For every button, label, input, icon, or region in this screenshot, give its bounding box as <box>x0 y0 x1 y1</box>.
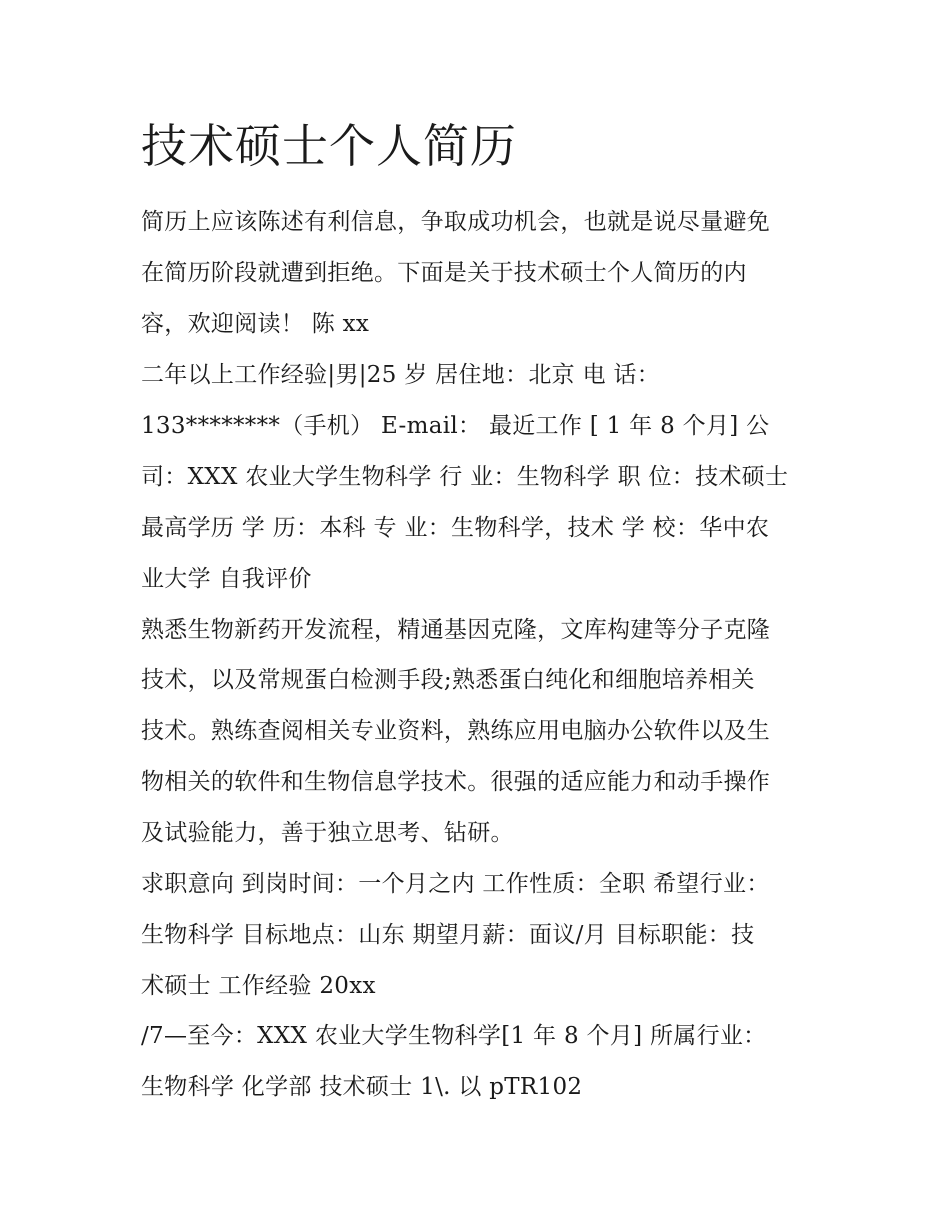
body-line-12: 物相关的软件和生物信息学技术。很强的适应能力和动手操作 <box>141 769 771 795</box>
body-line-2: 在简历阶段就遭到拒绝。下面是关于技术硕士个人简历的内 <box>141 260 747 286</box>
body-line-8: 业大学 自我评价 <box>141 566 312 592</box>
body-line-6: 司：XXX 农业大学生物科学 行 业：生物科学 职 位：技术硕士 <box>141 464 789 490</box>
body-line-7: 最高学历 学 历：本科 专 业：生物科学，技术 学 校：华中农 <box>141 515 770 541</box>
body-line-14: 求职意向 到岗时间：一个月之内 工作性质：全职 希望行业： <box>141 871 770 897</box>
body-line-13: 及试验能力，善于独立思考、钻研。 <box>141 820 514 846</box>
body-line-9: 熟悉生物新药开发流程，精通基因克隆，文库构建等分子克隆 <box>141 617 771 643</box>
body-line-4: 二年以上工作经验|男|25 岁 居住地：北京 电 话： <box>141 362 661 388</box>
body-line-5: 133********（手机） E-mail： 最近工作 [ 1 年 8 个月] 公 <box>141 413 770 439</box>
body-line-3: 容，欢迎阅读！ 陈 xx <box>141 311 370 337</box>
body-line-1: 简历上应该陈述有利信息，争取成功机会，也就是说尽量避免 <box>141 209 771 235</box>
body-line-17: /7—至今：XXX 农业大学生物科学[1 年 8 个月] 所属行业： <box>141 1023 767 1049</box>
document-title: 技术硕士个人简历 <box>141 119 517 173</box>
body-line-11: 技术。熟练查阅相关专业资料，熟练应用电脑办公软件以及生 <box>141 718 771 744</box>
body-line-18: 生物科学 化学部 技术硕士 1\. 以 pTR102 <box>141 1074 583 1100</box>
body-line-15: 生物科学 目标地点：山东 期望月薪：面议/月 目标职能：技 <box>141 922 755 948</box>
body-line-10: 技术，以及常规蛋白检测手段;熟悉蛋白纯化和细胞培养相关 <box>141 667 755 693</box>
body-line-16: 术硕士 工作经验 20xx <box>141 973 376 999</box>
